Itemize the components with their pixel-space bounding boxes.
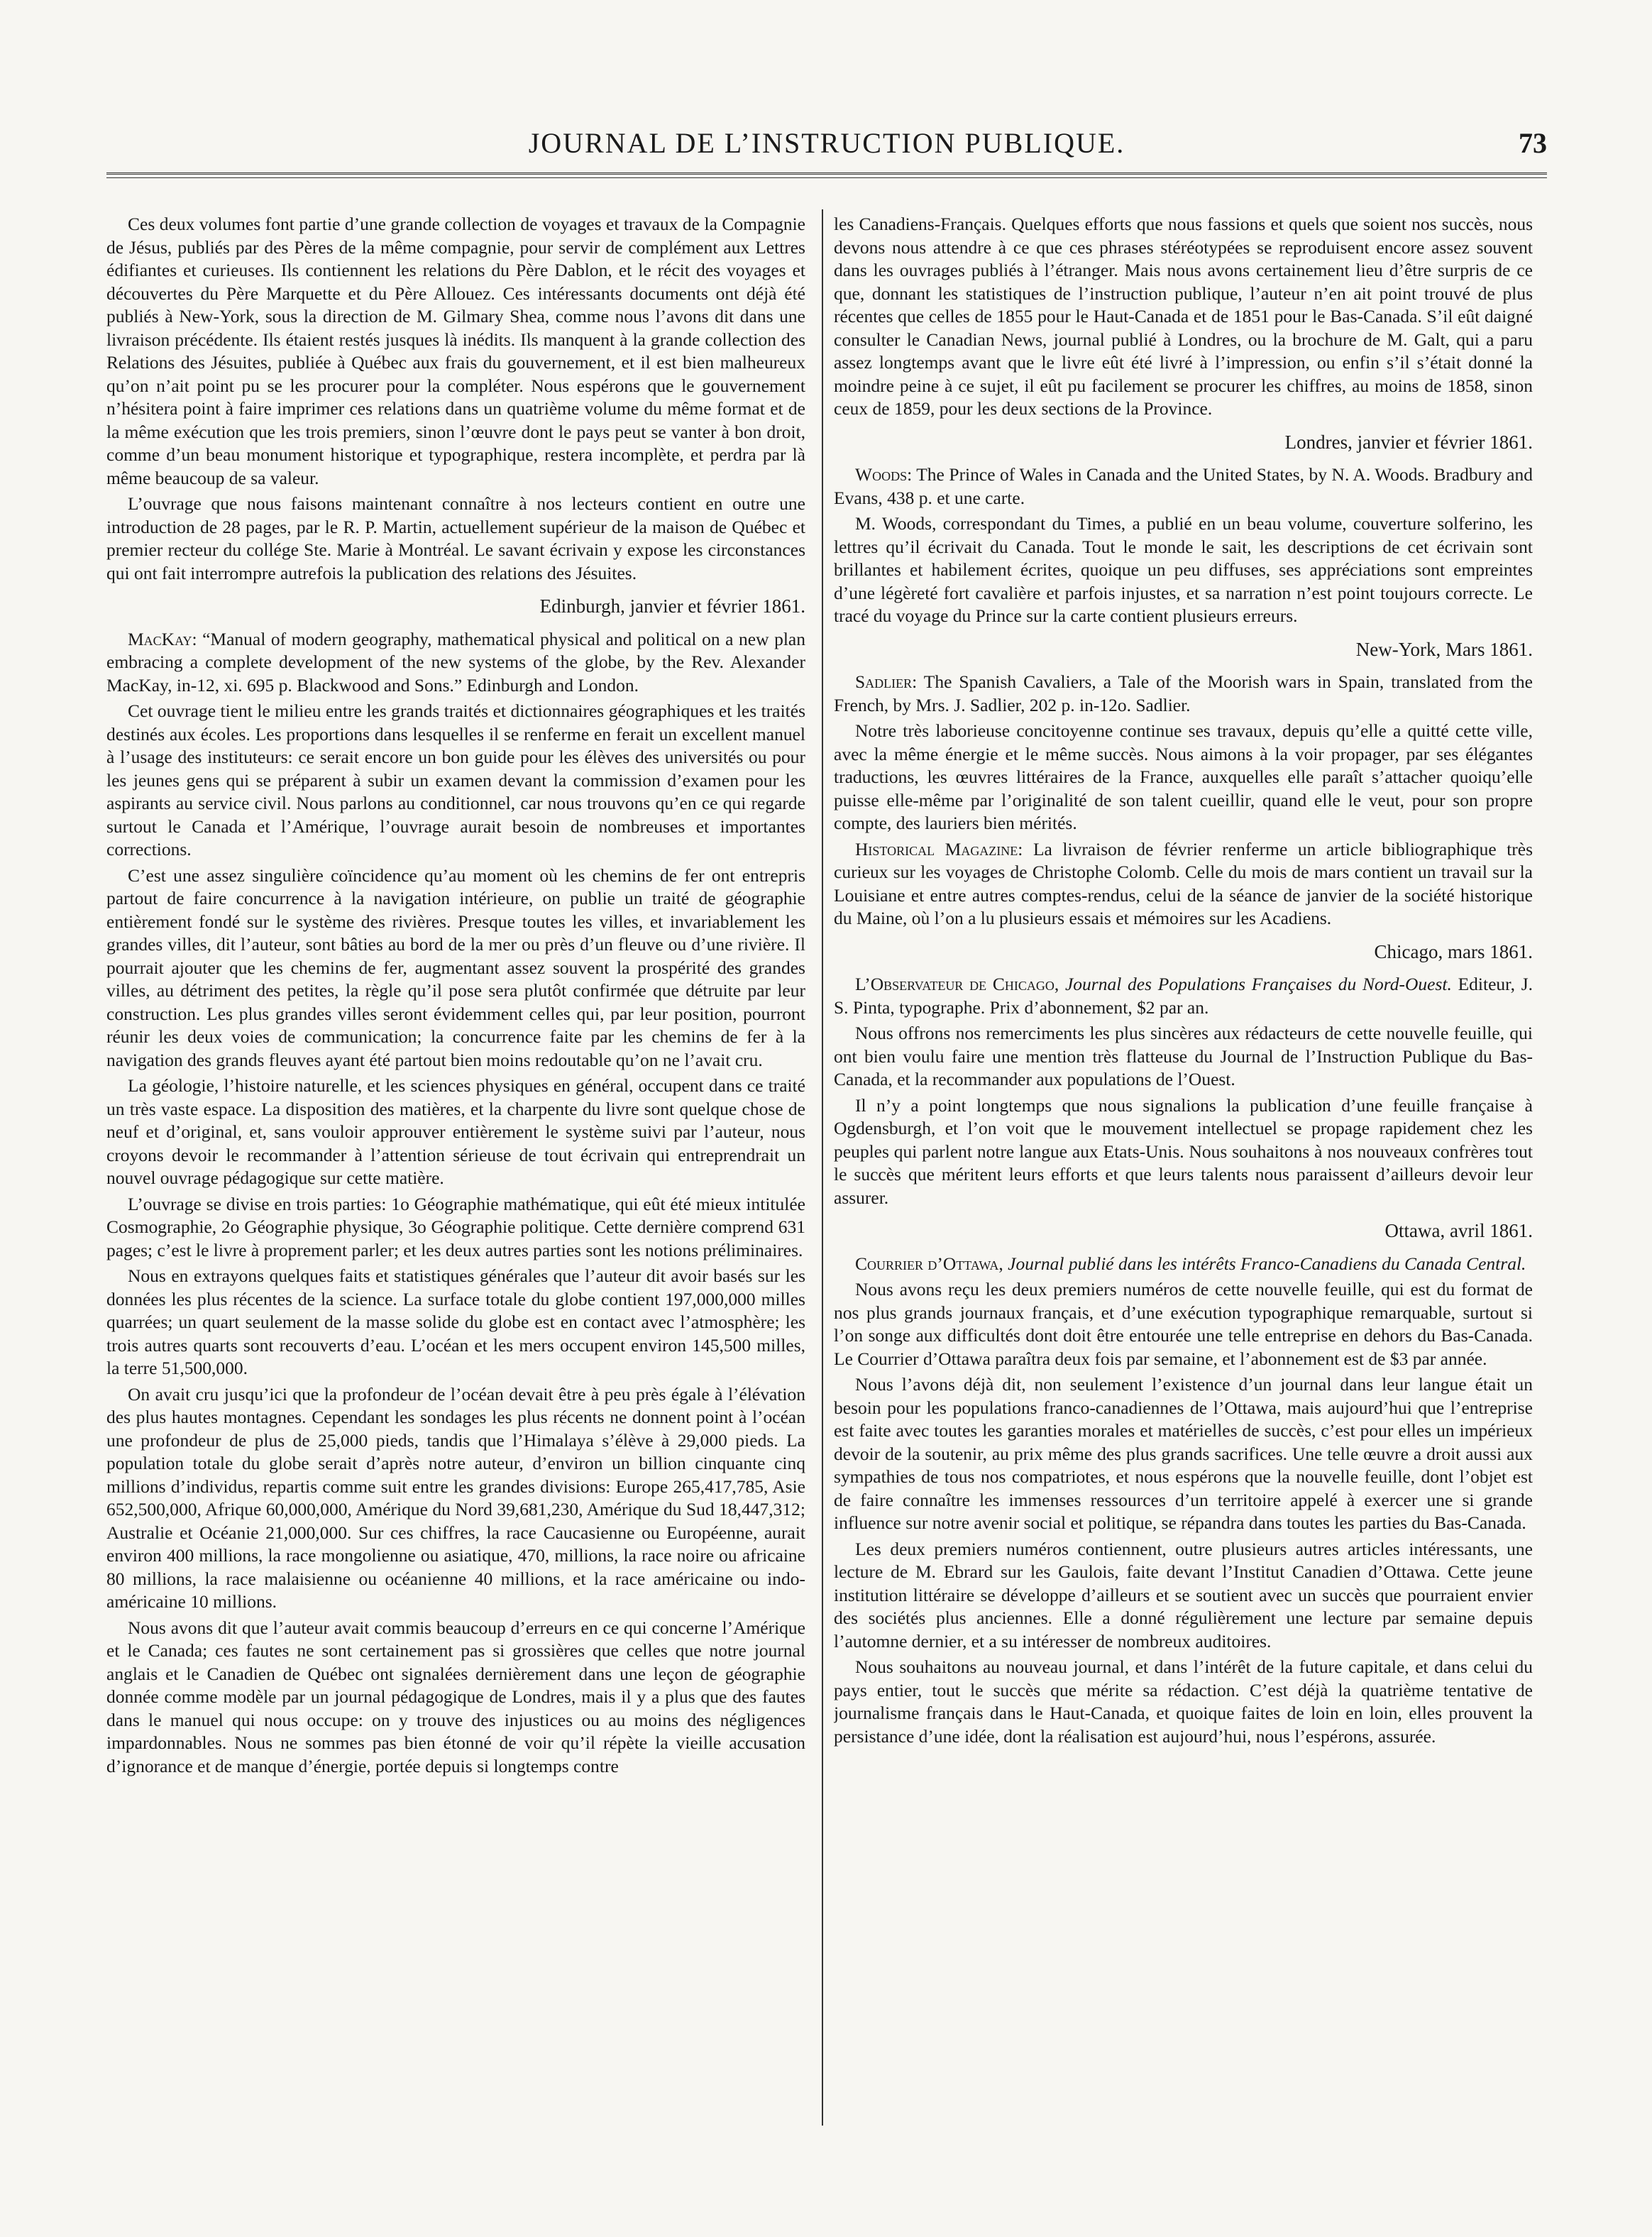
dateline: Ottawa, avril 1861. (1384, 1220, 1533, 1241)
review-entry (106, 628, 805, 698)
journal-title: JOURNAL DE L’INSTRUCTION PUBLIQUE. (528, 127, 1125, 159)
entry-title: Journal publié dans les intérêts Franco-Canadiens du Canada Central. (1008, 1253, 1526, 1274)
paragraph: Nous l’avons déjà dit, non seulement l’existence d’un journal dans leur langue était un besoin pour les populations franco-canadiennes de l’Ottawa, mais aujourd’hui que l’entreprise est faite avec toutes les garanties morales et matérielles de succès, c’est pour elles un impérieux devoir de la soutenir, au prix même des plus grands sacrifices. Une telle œuvre a droit aussi aux sympathies de tous nos compatriotes, et nous espérons que la nouvelle feuille, dont l’objet est de faire connaître les immenses ressources d’un territoire appelé à exercer une si grande influence sur notre avenir social et politique, se répandra dans toutes les parties du Bas-Canada. (834, 1374, 1533, 1533)
header-rule (106, 172, 1547, 178)
paragraph: Nous en extrayons quelques faits et statistiques générales que l’auteur dit avoir basés sur les données les plus récentes de la science. La surface totale du globe contient 197,000,000 milles quarrées; un quart seulement de la masse solide du globe est en contact avec l’atmosphère; les trois autres quarts sont recouverts d’eau. L’océan et les mers occupent environ 145,500 milles, la terre 51,500,000. (106, 1265, 805, 1378)
paragraph: Les deux premiers numéros contiennent, outre plusieurs autres articles intéressants, une lecture de M. Ebrard sur les Gaulois, faite devant l’Institut Canadien d’Ottawa. Cette jeune institution littéraire se développe d’ailleurs et se soutient avec un succès que pourraient envier des sociétés plus anciennes. Elle a donné régulièrement une lecture par semaine depuis l’automne dernier, et a su intéresser de nombreux auditoires. (834, 1538, 1533, 1651)
entry-citation: The Prince of Wales in Canada and the United States, by N. A. Woods. Bradbury and Evans, 438 p. et une carte. (834, 464, 1533, 508)
review-entry (834, 671, 1533, 717)
paragraph: L’ouvrage se divise en trois parties: 1o Géographie mathématique, qui eût été mieux intitulée Cosmographie, 2o Géographie physique, 3o Géographie politique. Cette dernière comprend 631 pages; c’est le livre à proprement parler; et les deux autres parties sont les notions préliminaires. (106, 1193, 805, 1260)
paragraph: Notre très laborieuse concitoyenne continue ses travaux, depuis qu’elle a quitté cette ville, avec la même énergie et le même succès. Nous aimons à la voir propager, par ses élégantes traductions, les œuvres littéraires de la France, auxquelles elle paraît s’attacher quoiqu’elle puisse elle-même par l’originalité de son talent cueillir, quand elle le veut, pour son propre compte, des lauriers bien mérités. (834, 720, 1533, 833)
paragraph: Ces deux volumes font partie d’une grande collection de voyages et travaux de la Compagnie de Jésus, publiés par des Pères de la même compagnie, pour servir de complément aux Lettres édifiantes et curieuses. Ils contiennent les relations du Père Dablon, et le récit des voyages et découvertes du Père Marquette et du Père Allouez. Ces intéressants documents ont déjà été publiés à New-York, sous la direction de M. Gilmary Shea, comme nous l’avons dit dans une livraison précédente. Ils étaient restés jusques là inédits. Ils manquent à la grande collection des Relations des Jésuites, publiée à Québec aux frais du gouvernement, et il est bien malheureux qu’on n’ait point pu se les procurer pour la compléter. Nous espérons que le gouvernement n’hésitera point à faire imprimer ces relations dans un quatrième volume du même format et de la même exécution que les trois premiers, sinon l’œuvre dont le pays peut se vanter à bon droit, comme d’un beau monument historique et typographique, restera incomplète, et perdra par là même beaucoup de sa valeur. (106, 214, 805, 488)
entry-title: Journal des Populations Françaises du Nord-Ouest. (1064, 974, 1452, 994)
page-header (106, 121, 1547, 170)
entry-text: La livraison de février renferme un article bibliographique très curieux sur les voyages de Christophe Colomb. Celle du mois de mars contient un travail sur la Louisiane et entre autres comptes-rendus, celui de la séance de janvier de la société historique du Maine, où l’on a lu plusieurs essais et mémoires sur les Acadiens. (834, 838, 1533, 928)
entry-author: Courrier d’Ottawa, (855, 1253, 1003, 1274)
paragraph: Nous offrons nos remerciments les plus sincères aux rédacteurs de cette nouvelle feuille, qui ont bien voulu faire une mention très flatteuse du Journal de l’Instruction Publique du Bas-Canada, et la recommander aux populations de l’Ouest. (834, 1023, 1533, 1089)
entry-author: Sadlier: (855, 671, 918, 692)
paragraph: On avait cru jusqu’ici que la profondeur de l’océan devait être à peu près égale à l’élévation des plus hautes montagnes. Cependant les sondages les plus récents ne donnent point à l’océan une profondeur de plus de 25,000 pieds, tandis que l’Himalaya s’élève à 29,000 pieds. La population totale du globe serait d’après notre auteur, d’environ un billion cinquante cinq millions d’individus, repartis comme suit entre les grandes divisions: Europe 265,417,785, Asie 652,500,000, Afrique 60,000,000, Amérique du Nord 39,681,230, Amérique du Sud 18,447,312; Australie et Océanie 21,000,000. Sur ces chiffres, la race Caucasienne ou Européenne, aurait environ 400 millions, la race mongolienne ou asiatique, 470, millions, la race noire ou africaine 80 millions, la race malaisienne ou océanienne 40 millions, et la race américaine ou indo-américaine 10 millions. (106, 1383, 805, 1612)
paragraph: C’est une assez singulière coïncidence qu’au moment où les chemins de fer ont entrepris partout de faire concurrence à la navigation intérieure, on publie un traité de géographie entièrement fondé sur le système des rivières. Presque toutes les villes, et invariablement les grandes villes, dit l’auteur, sont bâties au bord de la mer ou près d’un fleuve ou d’une rivière. Il pourrait ajouter que les chemins de fer, augmentant assez souvent la prospérité des grandes villes, au détriment des petites, la règle qu’il pose sera plutôt confirmée que détruite par leur construction. Les plus grandes villes seront évidemment celles qui, par leur position, pourront réunir les deux voies de communication; la concurrence faite par les chemins de fer à la navigation des grands fleuves ayant été partout bien moins redoutable qu’on ne l’avait cru. (106, 864, 805, 1070)
paragraph: Nous souhaitons au nouveau journal, et dans l’intérêt de la future capitale, et dans celui du pays entier, tout le succès que mérite sa rédaction. C’est déjà la quatrième tentative de journalisme français dans le Haut-Canada, et quoique faites de loin en loin, elles prouvent la persistance d’une idée, dont la réalisation est aujourd’hui, nous l’espérons, assurée. (834, 1656, 1533, 1747)
review-entry (834, 1253, 1533, 1276)
entry-author: Historical Magazine: (855, 838, 1023, 859)
review-entry (834, 838, 1533, 930)
entry-citation: Editeur, J. S. Pinta, typographe. Prix d’abonnement, $2 par an. (834, 974, 1533, 1018)
review-entry (834, 973, 1533, 1019)
review-entry (834, 463, 1533, 510)
dateline: New-York, Mars 1861. (1355, 638, 1533, 660)
entry-author: MacKay: (128, 628, 197, 649)
right-column (834, 213, 1533, 2129)
entry-author: Woods: (855, 464, 913, 485)
dateline: Londres, janvier et février 1861. (1284, 431, 1533, 453)
dateline: Chicago, mars 1861. (1374, 940, 1533, 962)
paragraph: les Canadiens-Français. Quelques efforts que nous fassions et quels que soient nos succès, nous devons nous attendre à ce que ces phrases stéréotypées se reproduisent encore assez souvent dans les ouvrages publiés à l’étranger. Mais nous avons certainement lieu d’être surpris de ce que, donnant les statistiques de l’instruction publique, l’auteur n’en ait point trouvé de plus récentes que celles de 1855 pour le Haut-Canada et de 1851 pour le Bas-Canada. S’il eût daigné consulter le Canadian News, journal publié à Londres, ou la brochure de M. Galt, qui a paru assez longtemps avant que le livre eût été livré à l’impression, ou enfin s’il s’était donné la moindre peine à ce sujet, il eût pu facilement se procurer les chiffres, au moins de 1858, sinon ceux de 1859, pour les deux sections de la Province. (834, 214, 1533, 419)
paragraph: L’ouvrage que nous faisons maintenant connaître à nos lecteurs contient en outre une introduction de 28 pages, par le R. P. Martin, actuellement supérieur de la maison de Québec et premier recteur du collége Ste. Marie à Montréal. Le savant écrivain y expose les circonstances qui ont fait interrompre autrefois la publication des relations des Jésuites. (106, 493, 805, 583)
column-divider (822, 209, 823, 2126)
page-number: 73 (1519, 127, 1547, 159)
entry-citation: “Manual of modern geography, mathematical physical and political on a new plan embracing a complete development of the new systems of the globe, by the Rev. Alexander MacKay, in-12, xi. 695 p. Blackwood and Sons.” Edinburgh and London. (106, 628, 805, 696)
left-column (106, 213, 805, 2129)
paragraph: Nous avons reçu les deux premiers numéros de cette nouvelle feuille, qui est du format de nos plus grands journaux français, et d’une exécution typographique remarquable, surtout si l’on songe aux difficultés dont doit être entourée une telle entreprise en dehors du Bas-Canada. Le Courrier d’Ottawa paraîtra deux fois par semaine, et l’abonnement est de $3 par année. (834, 1279, 1533, 1369)
paragraph: Nous avons dit que l’auteur avait commis beaucoup d’erreurs en ce qui concerne l’Amérique et le Canada; ces fautes ne sont certainement pas si grossières que celles que notre journal anglais et le Canadien de Québec ont signalées dernièrement dans une leçon de géographie donnée comme modèle par un journal pédagogique de Londres, mais il y a plus que des fautes dans le manuel qui nous occupe: on y trouve des injustices ou au moins des négligences impardonnables. Nous ne sommes pas bien étonné de voir qu’il répète la vieille accusation d’ignorance et de manque d’énergie, portée depuis si longtemps contre (106, 1617, 805, 1776)
dateline: Edinburgh, janvier et février 1861. (539, 595, 805, 617)
paragraph: La géologie, l’histoire naturelle, et les sciences physiques en général, occupent dans ce traité un très vaste espace. La disposition des matières, et la charpente du livre sont quelque chose de neuf et d’original, et, sans vouloir approuver entièrement le système suivi par l’auteur, nous croyons devoir le recommander à l’attention sérieuse de tout écrivain qui entreprendrait un nouvel ouvrage pédagogique sur cette matière. (106, 1075, 805, 1188)
entry-citation: The Spanish Cavaliers, a Tale of the Moorish wars in Spain, translated from the French, by Mrs. J. Sadlier, 202 p. in-12o. Sadlier. (834, 671, 1533, 715)
entry-author: L’Observateur de Chicago, (855, 974, 1059, 994)
paragraph: M. Woods, correspondant du Times, a publié en un beau volume, couverture solferino, les lettres qu’il écrivait du Canada. Tout le monde le sait, les descriptions de cet écrivain sont brillantes et habilement écrites, quoique un peu diffuses, ses appréciations sont empreintes d’une légèreté fort cavalière et parfois injustes, et sa narration n’est point toujours correcte. Le tracé du voyage du Prince sur la carte contient plusieurs erreurs. (834, 513, 1533, 626)
paragraph: Cet ouvrage tient le milieu entre les grands traités et dictionnaires géographiques et les traités destinés aux écoles. Les proportions dans lesquelles il se renferme en ferait un excellent manuel à l’usage des instituteurs: ce serait encore un bon guide pour les élèves des universités ou pour les jeunes gens qui se préparent à subir un examen devant la commission d’examen pour les aspirants au service civil. Nous parlons au conditionnel, car nous trouvons qu’en ce qui regarde surtout le Canada et l’Amérique, l’ouvrage aurait besoin de nombreuses et importantes corrections. (106, 700, 805, 859)
paragraph: Il n’y a point longtemps que nous signalions la publication d’une feuille française à Ogdensburgh, et l’on voit que le mouvement intellectuel se propage rapidement chez les peuples qui parlent notre langue aux Etats-Unis. Nous souhaitons à nos nouveaux confrères tout le succès que méritent leurs efforts et que leurs talents nous paraissent d’ailleurs devoir leur assurer. (834, 1094, 1533, 1208)
